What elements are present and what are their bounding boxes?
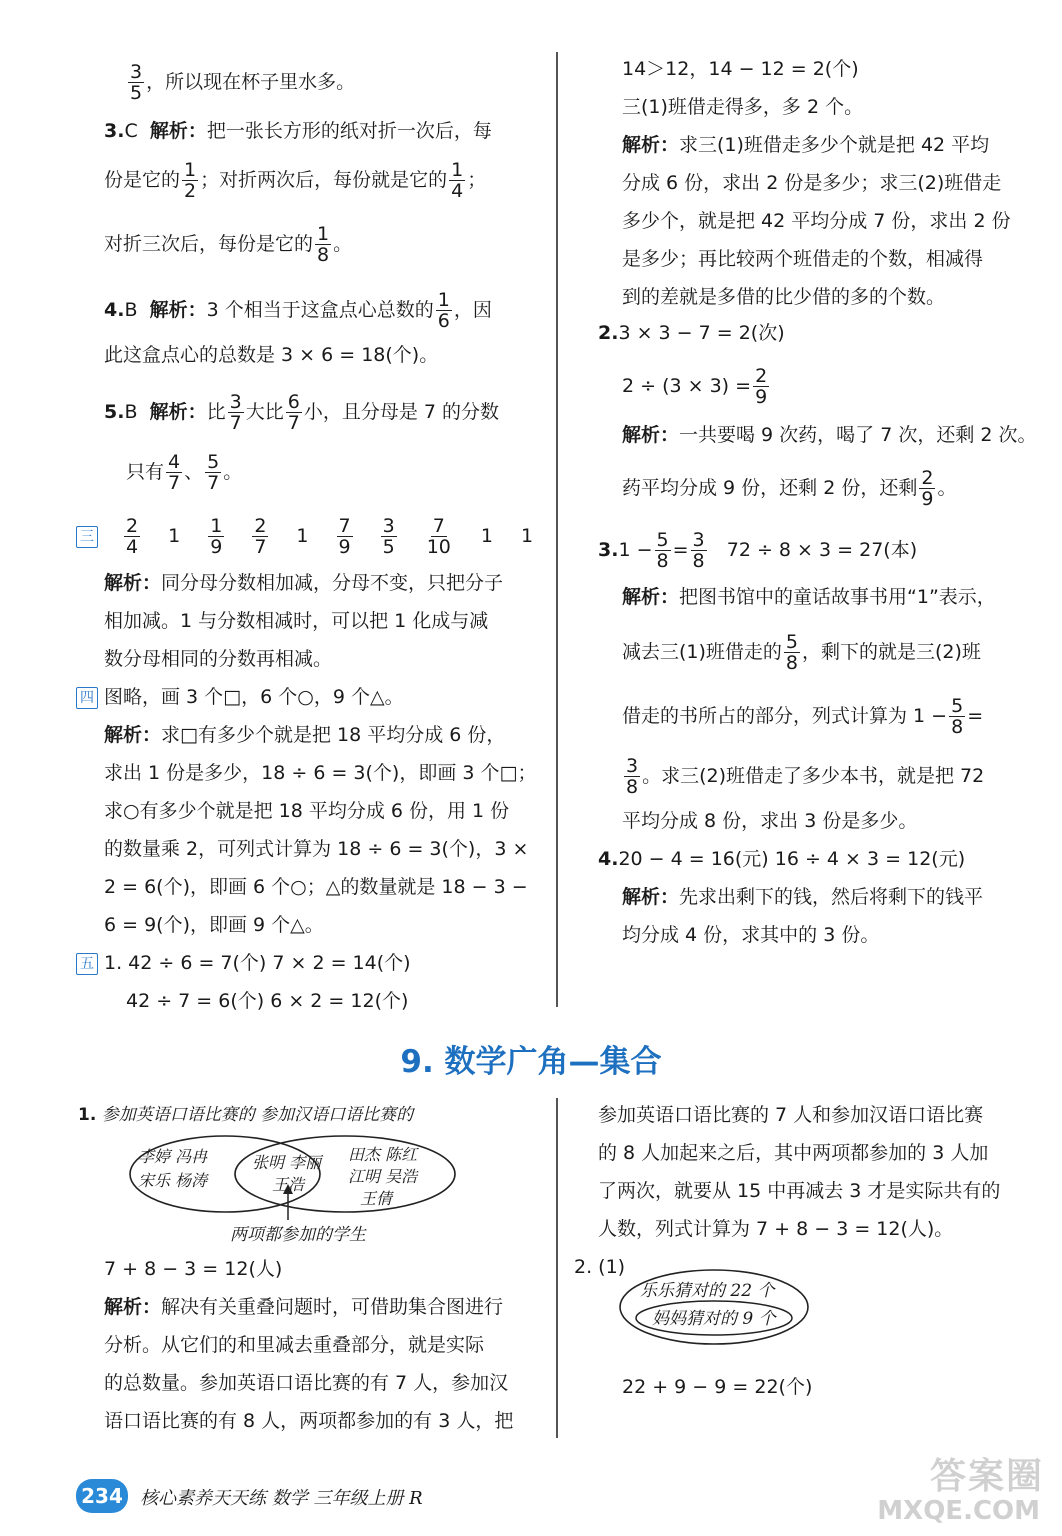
venn-right-1: 田杰 陈红 xyxy=(348,1145,418,1164)
venn-header: 1. 参加英语口语比赛的 参加汉语口语比赛的 xyxy=(78,1105,414,1125)
left-s4-line-0: 四 图略，画 3 个□，6 个○，9 个△。 xyxy=(76,684,404,710)
right-q4-line-1: 4.20 − 4 = 16(元) 16 ÷ 4 × 3 = 12(元) xyxy=(598,848,966,870)
s3-answer-list xyxy=(110,515,547,558)
right-q3-line-2: 解析：把图书馆中的童话故事书用“1”表示， xyxy=(622,586,996,608)
section-title: 9. 数学广角—集合 xyxy=(400,1044,662,1080)
page-number: 234 xyxy=(76,1479,128,1513)
left-q3-line-3: 对折三次后，每份是它的 $\frac{1}{8}$ 。 xyxy=(104,223,353,266)
bottom-right-line-1: 参加英语口语比赛的 7 人和参加汉语口语比赛 xyxy=(598,1104,984,1126)
left-s4-line-3: 求○有多少个就是把 18 平均分成 6 份，用 1 份 xyxy=(104,800,510,822)
answer-fraction: $\frac{2}{4}$ xyxy=(126,515,139,558)
venn-left-2: 宋乐 杨涛 xyxy=(138,1171,208,1190)
bottom-left-line-4: 语口语比赛的有 8 人，两项都参加的有 3 人，把 xyxy=(104,1410,514,1432)
bottom-right-q2: 2. (1) xyxy=(574,1256,626,1278)
answer-fraction: $\frac{1}{9}$ xyxy=(210,515,223,558)
bottom-left-eq: 7 + 8 − 3 = 12(人) xyxy=(104,1258,283,1280)
watermark-logo: 答案圈 xyxy=(929,1456,1044,1497)
answer-value: 1 xyxy=(480,525,493,547)
left-q3-line-2: 份是它的 $\frac{1}{2}$ ；对折两次后，每份就是它的 $\frac{1}{4}$ ； xyxy=(104,159,487,202)
right-line-4: 分成 6 份，求出 2 份是多少；求三(2)班借走 xyxy=(622,172,1002,194)
right-q3-line-5: $\frac{3}{8}$ 。求三(2)班借走了多少本书，就是把 72 xyxy=(626,755,985,798)
left-s3-line-1: 解析：同分母分数相加减，分母不变，只把分子 xyxy=(104,572,504,594)
answer-fraction: $\frac{7}{10}$ xyxy=(426,515,451,558)
answer-value: 1 xyxy=(168,525,181,547)
section-badge: 四 xyxy=(76,687,98,709)
left-s4-line-5: 2 = 6(个)，即画 6 个○；△的数量就是 18 − 3 − xyxy=(104,876,528,898)
left-s5-line-2: 42 ÷ 7 = 6(个) 6 × 2 = 12(个) xyxy=(126,990,409,1012)
outer-set-label: 乐乐猜对的 22 个 xyxy=(640,1281,775,1301)
left-s4-line-1: 解析：求□有多少个就是把 18 平均分成 6 份， xyxy=(104,724,506,746)
left-q5-line-2: 只有 $\frac{4}{7}$ 、 $\frac{5}{7}$ 。 xyxy=(126,451,243,494)
left-q4-line-1: 4.B 解析：3 个相当于这盒点心总数的 $\frac{1}{6}$ ，因 xyxy=(104,289,492,332)
column-divider-bottom xyxy=(556,1098,558,1438)
venn-mid-2: 王浩 xyxy=(272,1175,305,1194)
venn-right-3: 王倩 xyxy=(360,1189,393,1208)
bottom-left-line-1: 解析：解决有关重叠问题时，可借助集合图进行 xyxy=(104,1296,504,1318)
bottom-right-line-3: 了两次，就要从 15 中再减去 3 才是实际共有的 xyxy=(598,1180,1001,1202)
venn-right-2: 江明 吴浩 xyxy=(348,1167,418,1186)
right-q4-line-2: 解析：先求出剩下的钱，然后将剩下的钱平 xyxy=(622,886,984,908)
left-s4-line-6: 6 = 9(个)，即画 9 个△。 xyxy=(104,914,324,936)
right-q2-line-1: 2.3 × 3 − 7 = 2(次) xyxy=(598,322,785,344)
section-badge: 三 xyxy=(76,526,98,548)
column-divider-top xyxy=(556,52,558,1007)
right-line-7: 到的差就是多借的比少借的多的个数。 xyxy=(622,286,946,308)
watermark-url: MXQE.COM xyxy=(877,1496,1040,1526)
bottom-right-line-2: 的 8 人加起来之后，其中两项都参加的 3 人加 xyxy=(598,1142,989,1164)
bottom-right-line-4: 人数，列式计算为 7 + 8 − 3 = 12(人)。 xyxy=(598,1218,954,1240)
bottom-left-line-2: 分析。从它们的和里减去重叠部分，就是实际 xyxy=(104,1334,485,1356)
answer-value: 1 xyxy=(296,525,309,547)
right-line-3: 解析：求三(1)班借走多少个就是把 42 平均 xyxy=(622,134,990,156)
left-s4-line-4: 的数量乘 2，可列式计算为 18 ÷ 6 = 3(个)，3 × xyxy=(104,838,529,860)
left-q4-line-2: 此这盒点心的总数是 3 × 6 = 18(个)。 xyxy=(104,344,439,366)
right-q4-line-3: 均分成 4 份，求其中的 3 份。 xyxy=(622,924,880,946)
left-s5-line-1: 五 1. 42 ÷ 6 = 7(个) 7 × 2 = 14(个) xyxy=(76,950,411,976)
right-q3-line-1: 3.1 − $\frac{5}{8}$ = $\frac{3}{8}$ 72 ÷ 8 × 3 = 27(本) xyxy=(598,529,918,572)
right-line-1: 14＞12，14 − 12 = 2(个) xyxy=(622,58,859,80)
right-q2-line-4: 药平均分成 9 份，还剩 2 份，还剩 $\frac{2}{9}$ 。 xyxy=(622,467,957,510)
answer-value: 1 xyxy=(520,525,534,547)
answer-fraction: $\frac{2}{7}$ xyxy=(254,515,267,558)
right-line-5: 多少个，就是把 42 平均分成 7 份，求出 2 份 xyxy=(622,210,1011,232)
left-q3-line-1: 3.C 解析：把一张长方形的纸对折一次后，每 xyxy=(104,120,492,142)
right-q3-line-4: 借走的书所占的部分，列式计算为 1 − $\frac{5}{8}$ = xyxy=(622,695,984,738)
venn-left-1: 李婷 冯冉 xyxy=(138,1147,208,1166)
left-s3-answers xyxy=(76,516,547,557)
right-line-6: 是多少；再比较两个班借走的个数，相减得 xyxy=(622,248,984,270)
venn-mid-1: 张明 李丽 xyxy=(252,1153,322,1172)
left-s3-line-2: 相加减。1 与分数相减时，可以把 1 化成与减 xyxy=(104,610,489,632)
footer-book-title: 核心素养天天练 数学 三年级上册 R xyxy=(140,1488,423,1509)
right-line-2: 三(1)班借走得多，多 2 个。 xyxy=(622,96,864,118)
answer-fraction: $\frac{3}{5}$ xyxy=(382,515,395,558)
inner-set-label: 妈妈猜对的 9 个 xyxy=(652,1309,776,1329)
right-q3-line-6: 平均分成 8 份，求出 3 份是多少。 xyxy=(622,810,918,832)
right-q2-line-3: 解析：一共要喝 9 次药，喝了 7 次，还剩 2 次。 xyxy=(622,424,1037,446)
left-line-1: $\frac{3}{5}$ ，所以现在杯子里水多。 xyxy=(130,61,356,104)
right-q3-line-3: 减去三(1)班借走的 $\frac{5}{8}$ ，剩下的就是三(2)班 xyxy=(622,631,981,674)
section-badge: 五 xyxy=(76,953,98,975)
fraction: $\frac{3}{5}$ xyxy=(130,61,143,104)
left-s4-line-2: 求出 1 份是多少，18 ÷ 6 = 3(个)，即画 3 个□； xyxy=(104,762,537,784)
left-q5-line-1: 5.B 解析：比 $\frac{3}{7}$ 大比 $\frac{6}{7}$ 小，且分母是 7 的分数 xyxy=(104,391,499,434)
left-s3-line-3: 数分母相同的分数再相减。 xyxy=(104,648,333,670)
bottom-right-eq: 22 + 9 − 9 = 22(个) xyxy=(622,1376,813,1398)
right-q2-line-2: 2 ÷ (3 × 3) = $\frac{2}{9}$ xyxy=(622,365,768,408)
answer-fraction: $\frac{7}{9}$ xyxy=(338,515,351,558)
bottom-left-line-3: 的总数量。参加英语口语比赛的有 7 人，参加汉 xyxy=(104,1372,509,1394)
venn-footer: 两项都参加的学生 xyxy=(230,1225,366,1245)
